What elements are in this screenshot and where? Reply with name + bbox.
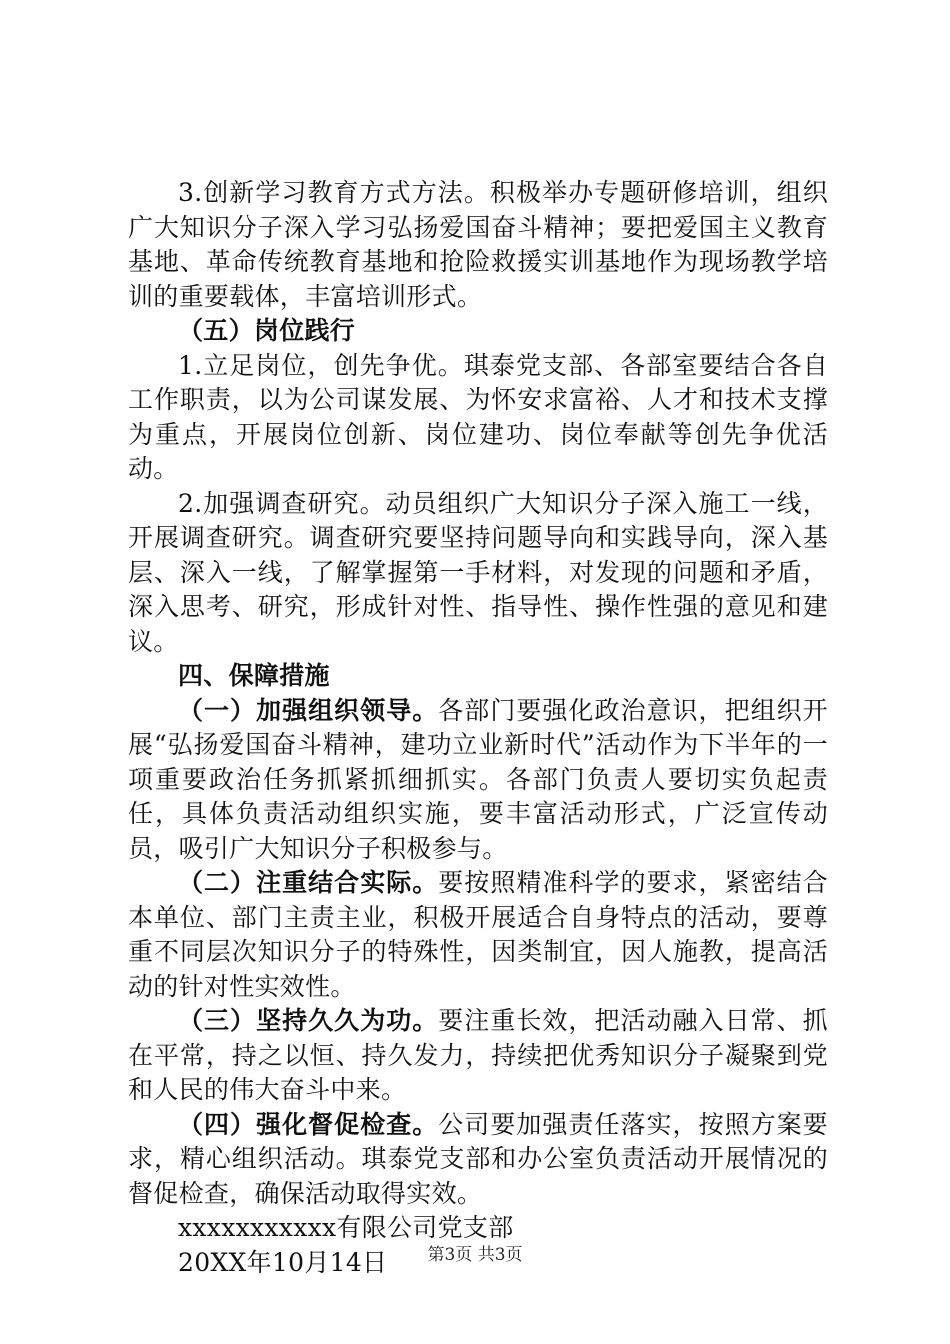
paragraph-lead: （三）坚持久久为功。: [178, 1006, 439, 1035]
paragraph-text: 公司要加强责任落实，按照方案要求，精心组织活动。琪泰党支部和办公室负责活动开展情况的督促检查，确保活动取得实效。: [128, 1109, 828, 1208]
paragraph-text: 3.创新学习教育方式方法。积极举办专题研修培训，组织广大知识分子深入学习弘扬爱国奋斗精神；要把爱国主义教育基地、革命传统教育基地和抢险救援实训基地作为现场教学培训的重要载体，丰富培训形式。: [128, 178, 828, 311]
section-heading-safeguards: [128, 659, 828, 694]
section-heading-post-practice: [128, 314, 828, 349]
paragraph-text: 1.立足岗位，创先争优。琪泰党支部、各部室要结合各自工作职责，以为公司谋发展、为怀安求富裕、人才和技术支撑为重点，开展岗位创新、岗位建功、岗位奉献等创先争优活动。: [128, 350, 828, 483]
paragraph-text: 各部门要强化政治意识，把组织开展“弘扬爱国奋斗精神，建功立业新时代”活动作为下半年的一项重要政治任务抓紧抓细抓实。各部门负责人要切实负起责任，具体负责活动组织实施，要丰富活动形式，广泛宣传动员，吸引广大知识分子积极参与。: [128, 695, 828, 863]
paragraph-practical: [128, 866, 828, 1004]
signature-date: 20XX年10月14日: [178, 1247, 388, 1277]
paragraph-lead: （一）加强组织领导。: [178, 695, 439, 725]
paragraph-research: [128, 487, 828, 660]
document-body: [128, 176, 828, 1280]
paragraph-lead: （二）注重结合实际。: [178, 868, 439, 897]
paragraph-text: 2.加强调查研究。动员组织广大知识分子深入施工一线，开展调查研究。调查研究要坚持问题导向和实践导向，深入基层、深入一线，了解掌握第一手材料，对发现的问题和矛盾，深入思考、研究，形成针对性、指导性、操作性强的意见和建议。: [128, 488, 828, 656]
paragraph-leadership: [128, 694, 828, 867]
paragraph-persistence: [128, 1004, 828, 1108]
page-footer: 第3页 共3页: [427, 1245, 523, 1265]
paragraph-stand-on-post: [128, 349, 828, 487]
paragraph-lead: （四）强化督促检查。: [178, 1109, 439, 1139]
paragraph-text: 要注重长效，把活动融入日常、抓在平常，持之以恒、持久发力，持续把优秀知识分子凝聚到党和人民的伟大奋斗中来。: [128, 1006, 828, 1104]
paragraph-supervision: [128, 1108, 828, 1212]
signature-org: xxxxxxxxxxx有限公司党支部: [178, 1213, 514, 1242]
heading-text: （五）岗位践行: [178, 316, 356, 345]
paragraph-text: 要按照精准科学的要求，紧密结合本单位、部门主责主业，积极开展适合自身特点的活动，要尊重不同层次知识分子的特殊性，因类制宜，因人施教，提高活动的针对性实效性。: [128, 868, 828, 1001]
heading-text: 四、保障措施: [178, 661, 330, 690]
paragraph-innovate-learning: [128, 176, 828, 314]
